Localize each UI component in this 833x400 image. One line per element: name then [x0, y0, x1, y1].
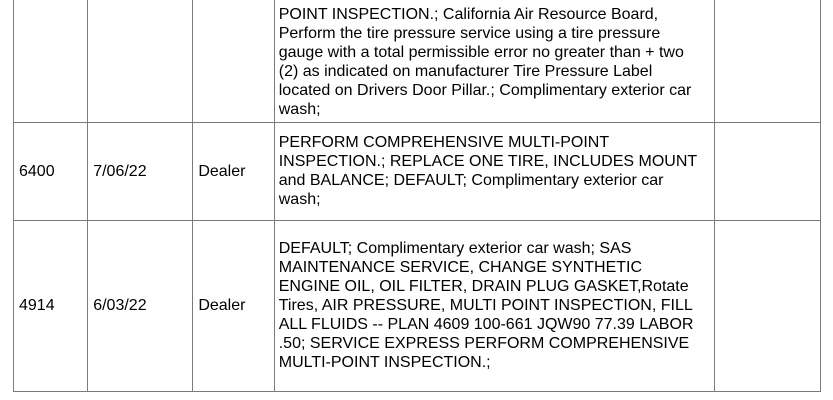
- extra-cell: [714, 122, 820, 220]
- mileage-cell: [14, 0, 88, 122]
- service-history-table: [13, 0, 821, 392]
- table-row: [14, 0, 821, 122]
- description-cell: POINT INSPECTION.; California Air Resource Board, Perform the tire pressure service using a tire pressure gauge with a total permissible error no greater than + two (2) as indicated on manufacturer Tire Pressure Label located on Drivers Door Pillar.; Complimentary exterior car wash;: [274, 0, 714, 122]
- date-cell: 7/06/22: [88, 122, 193, 220]
- source-cell: Dealer: [193, 220, 274, 391]
- description-cell: DEFAULT; Complimentary exterior car wash; SAS MAINTENANCE SERVICE, CHANGE SYNTHETIC ENGINE OIL, OIL FILTER, DRAIN PLUG GASKET,Rotate Tires, AIR PRESSURE, MULTI POINT INSPECTION, FILL ALL FLUIDS -- PLAN 4609 100-661 JQW90 77.39 LABOR .50; SERVICE EXPRESS PERFORM COMPREHENSIVE MULTI-POINT INSPECTION.;: [274, 220, 714, 391]
- mileage-cell: 4914: [14, 220, 88, 391]
- source-cell: [193, 0, 274, 122]
- table-row: [14, 122, 821, 220]
- source-cell: Dealer: [193, 122, 274, 220]
- extra-cell: [714, 0, 820, 122]
- date-cell: 6/03/22: [88, 220, 193, 391]
- date-cell: [88, 0, 193, 122]
- description-cell: PERFORM COMPREHENSIVE MULTI-POINT INSPECTION.; REPLACE ONE TIRE, INCLUDES MOUNT and BALANCE; DEFAULT; Complimentary exterior car wash;: [274, 122, 714, 220]
- table-row: [14, 220, 821, 391]
- mileage-cell: 6400: [14, 122, 88, 220]
- extra-cell: [714, 220, 820, 391]
